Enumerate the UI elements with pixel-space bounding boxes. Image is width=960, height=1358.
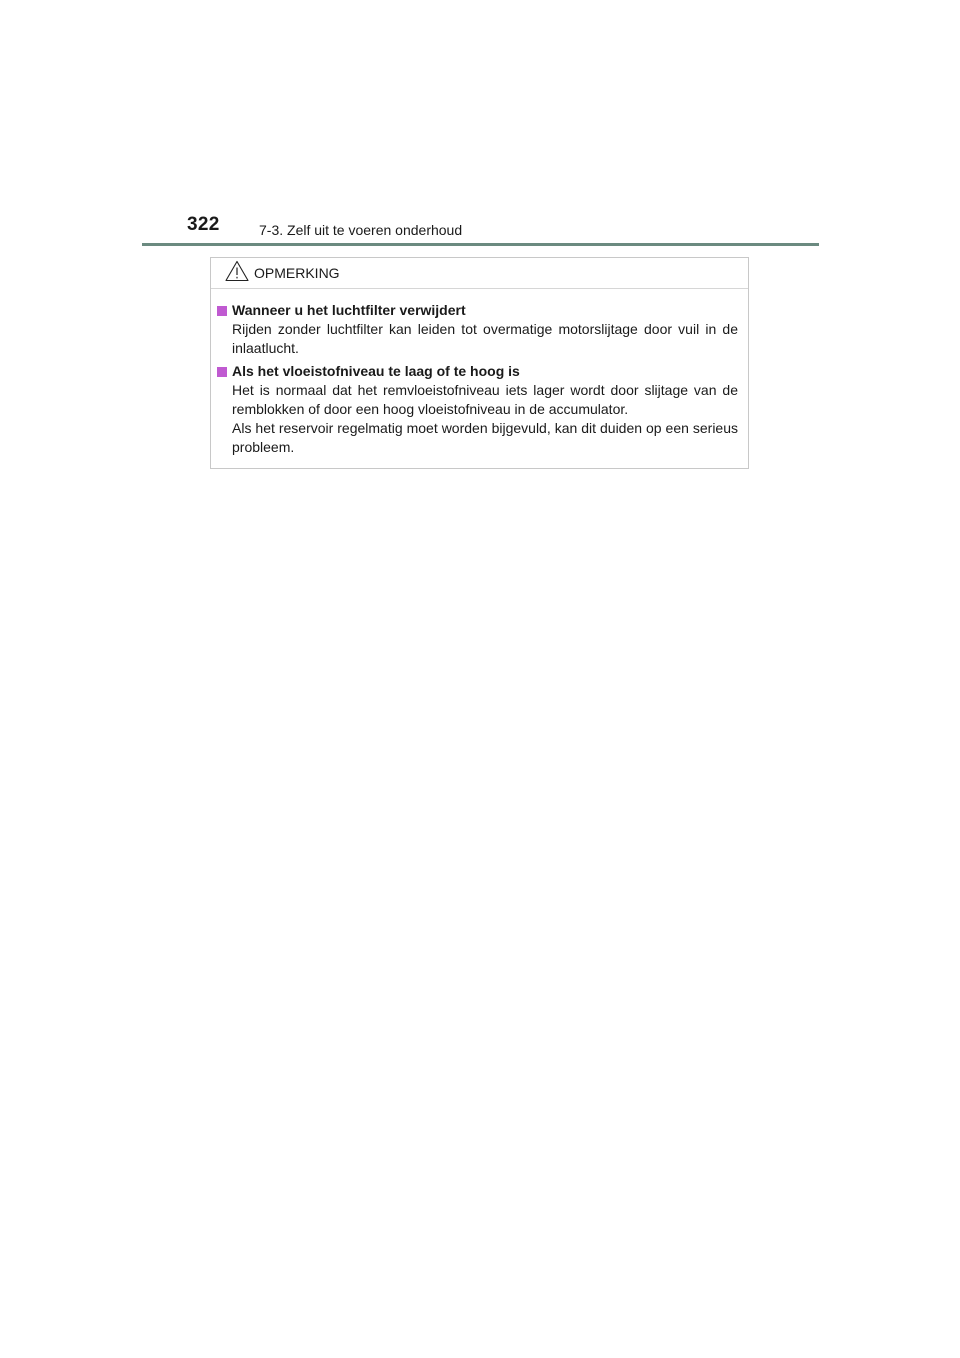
- note-paragraph: Het is normaal dat het remvloeistofniveau iets lager wordt door slijtage van de remblokken of door een hoog vloeistofniveau in de accumulator.: [232, 382, 738, 417]
- section-title: 7-3. Zelf uit te voeren onderhoud: [259, 222, 463, 238]
- square-bullet-icon: [217, 367, 227, 377]
- page-number: 322: [187, 214, 220, 235]
- note-paragraph: Als het reservoir regelmatig moet worden bijgevuld, kan dit duiden op een serieus probleem.: [232, 420, 738, 455]
- warning-triangle-icon: [225, 260, 249, 282]
- note-text: [217, 320, 738, 358]
- note-paragraph: Rijden zonder luchtfilter kan leiden tot overmatige motorslijtage door vuil in de inlaatlucht.: [232, 321, 738, 356]
- note-heading-text: Als het vloeistofniveau te laag of te hoog is: [232, 363, 520, 379]
- note-heading: [217, 362, 738, 381]
- square-bullet-icon: [217, 306, 227, 316]
- note-heading-text: Wanneer u het luchtfilter verwijdert: [232, 302, 466, 318]
- notice-body: [211, 289, 748, 457]
- note-heading: [217, 301, 738, 320]
- notice-title: OPMERKING: [254, 265, 340, 281]
- notice-header: [211, 258, 748, 289]
- note-item: [217, 362, 738, 457]
- note-text: [217, 381, 738, 457]
- note-item: [217, 301, 738, 358]
- header-divider: [142, 243, 819, 246]
- notice-box: [210, 257, 749, 469]
